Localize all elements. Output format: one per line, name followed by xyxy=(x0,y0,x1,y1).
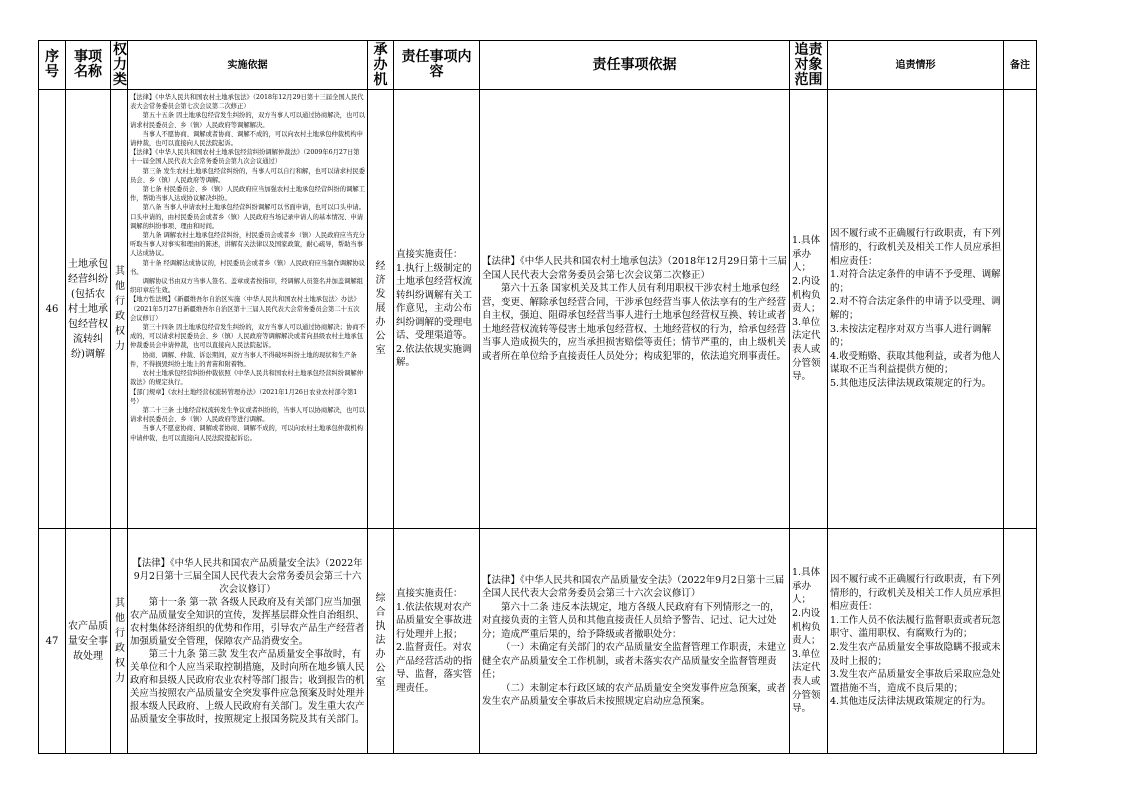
header-note: 备注 xyxy=(1004,41,1037,90)
header-basis: 实施依据 xyxy=(128,41,368,90)
header-seq: 序号 xyxy=(39,41,66,90)
table-header-row xyxy=(39,41,1037,90)
header-resp-basis: 责任事项依据 xyxy=(480,41,790,90)
row-item-name: 农产品质量安全事故处理 xyxy=(66,529,111,754)
row-dept: 经济发展办公室 xyxy=(368,90,394,529)
row-dept: 综合执法办公室 xyxy=(368,529,394,754)
row-basis: 【法律】《中华人民共和国农村土地承包法》（2018年12月29日第十三届全国人民代表大会常务委员会第七次会议第二次修正） 第五十五条 因土地承包经营发生纠纷的，双方当事人可以通过协商解决，也可以请求村民委员会、乡（镇）人民政府等调解解决。 当事人不愿协商、调解或者协商、调解不成的，可以向农村土地承包仲裁机构申请仲裁，也可以直接向人民法院起诉。 【法律】《中华人民共和国农村土地承包经营纠纷调解仲裁法》（2009年6月27日第十一届全国人民代表大会常务委员会第九次会议通过） 第三条 发生农村土地承包经营纠纷的，当事人可以自行和解，也可以请求村民委员会、乡（镇）人民政府等调解。 第七条 村民委员会、乡（镇）人民政府应当加强农村土地承包经营纠纷的调解工作，帮助当事人达成协议解决纠纷。 第八条 当事人申请农村土地承包经营纠纷调解可以书面申请，也可以口头申请。口头申请的，由村民委员会或者乡（镇）人民政府当场记录申请人的基本情况、申请调解的纠纷事项、理由和时间。 第九条 调解农村土地承包经营纠纷，村民委员会或者乡（镇）人民政府应当充分听取当事人对事实和理由的陈述，讲解有关法律以及国家政策，耐心疏导，帮助当事人达成协议。 第十条 经调解达成协议的，村民委员会或者乡（镇）人民政府应当制作调解协议书。 调解协议书由双方当事人签名、盖章或者按指印，经调解人员签名并加盖调解组织印章后生效。 【地方性法规】《新疆维吾尔自治区实施〈中华人民共和国农村土地承包法〉办法》（2021年5月27日新疆维吾尔自治区第十三届人民代表大会常务委员会第二十五次会议修订） 第三十四条 因土地承包经营发生纠纷的，双方当事人可以通过协商解决；协商不成的，可以请求村民委员会、乡（镇）人民政府等调解解决或者向县级农村土地承包仲裁委员会申请仲裁，也可以直接向人民法院起诉。 协商、调解、仲裁、诉讼期间，双方当事人不得破坏纠纷土地的现状和生产条件，不得损毁纠纷土地上的青苗和附着物。 农村土地承包经营纠纷仲裁依照《中华人民共和国农村土地承包经营纠纷调解仲裁法》的规定执行。 【部门规章】《农村土地经营权流转管理办法》（2021年1月26日农业农村部令第1号） 第二十三条 土地经营权流转发生争议或者纠纷的，当事人可以协商解决，也可以请求村民委员会、乡（镇）人民政府等进行调解。 当事人不愿意协商、调解或者协商、调解不成的，可以向农村土地承包仲裁机构申请仲裁，也可以直接向人民法院提起诉讼。 xyxy=(128,90,368,529)
row-resp-basis: 【法律】《中华人民共和国农村土地承包法》（2018年12月29日第十三届全国人民代表大会常务委员会第七次会议第二次修正） 第六十五条 国家机关及其工作人员有利用职权干涉农村土地承包经营，变更、解除承包经营合同，干涉承包经营当事人依法享有的生产经营自主权，强迫、阻碍承包经营当事人进行土地承包经营权互换、转让或者土地经营权流转等侵害土地承包经营权、土地经营权的行为，给承包经营当事人造成损失的，应当承担损害赔偿等责任；情节严重的，由上级机关或者所在单位给予直接责任人员处分；构成犯罪的，依法追究刑事责任。 xyxy=(480,90,790,529)
row-note xyxy=(1004,529,1037,754)
header-situation: 追责情形 xyxy=(828,41,1004,90)
row-basis: 【法律】《中华人民共和国农产品质量安全法》（2022年9月2日第十三届全国人民代表大会常务委员会第三十六次会议修订） 第十一条 第一款 各级人民政府及有关部门应当加强农产品质量安全知识的宣传，发挥基层群众性自治组织、农村集体经济组织的优势和作用，引导农产品生产经营者加强质量安全管理，保障农产品消费安全。 第三十九条 第三款 发生农产品质量安全事故时，有关单位和个人应当采取控制措施，及时向所在地乡镇人民政府和县级人民政府农业农村等部门报告；收到报告的机关应当按照农产品质量安全突发事件应急预案及时处理并报本级人民政府、上级人民政府有关部门。发生重大农产品质量安全事故时，按照规定上报国务院及其有关部门。 xyxy=(128,529,368,754)
row-resp-basis: 【法律】《中华人民共和国农产品质量安全法》（2022年9月2日第十三届全国人民代表大会常务委员会第三十六次会议修订） 第六十二条 违反本法规定，地方各级人民政府有下列情形之一的，对直接负责的主管人员和其他直接责任人员给予警告、记过、记大过处分；造成严重后果的，给予降级或者撤职处分： （一）未确定有关部门的农产品质量安全监督管理工作职责，未建立健全农产品质量安全工作机制，或者未落实农产品质量安全监督管理责任； （二）未制定本行政区域的农产品质量安全突发事件应急预案，或者发生农产品质量安全事故后未按照规定启动应急预案。 xyxy=(480,529,790,754)
header-power-type: 权力类 xyxy=(111,41,128,90)
header-item-name: 事项名称 xyxy=(66,41,111,90)
header-accountable: 追责对象范围 xyxy=(790,41,828,90)
row-accountable: 1.具体承办人； 2.内设机构负责人； 3.单位法定代表人或分管领导。 xyxy=(790,529,828,754)
table-row xyxy=(39,90,1037,529)
row-resp-content: 直接实施责任： 1.执行上级制定的土地承包经营权流转纠纷调解有关工作意见，主动公布纠纷调解的受理电话、受理渠道等。 2.依法依规实施调解。 xyxy=(394,90,480,529)
responsibility-table xyxy=(38,40,1037,754)
row-power-type: 其他行政权力 xyxy=(111,529,128,754)
row-power-type: 其他行政权力 xyxy=(111,90,128,529)
row-resp-content: 直接实施责任： 1.依法依规对农产品质量安全事故进行处理并上报； 2.监督责任。对农产品经营活动的指导、监督，落实管理责任。 xyxy=(394,529,480,754)
row-accountable: 1.具体承办人； 2.内设机构负责人； 3.单位法定代表人或分管领导。 xyxy=(790,90,828,529)
row-item-name: 土地承包经营纠纷(包括农村土地承包经营权流转纠纷)调解 xyxy=(66,90,111,529)
header-dept: 承办机 xyxy=(368,41,394,90)
row-seq: 46 xyxy=(39,90,66,529)
row-situation: 因不履行或不正确履行行政职责，有下列情形的，行政机关及相关工作人员应承担相应责任： 1.对符合法定条件的申请不予受理、调解的； 2.对不符合法定条件的申请予以受理、调解的； 3.未按法定程序对双方当事人进行调解的； 4.收受贿赂、获取其他利益，或者为他人谋取不正当利益提供方便的； 5.其他违反法律法规政策规定的行为。 xyxy=(828,90,1004,529)
row-situation: 因不履行或不正确履行行政职责，有下列情形的，行政机关及相关工作人员应承担相应责任： 1.工作人员不依法履行监督职责或者玩忽职守、滥用职权、有腐败行为的； 2.发生农产品质量安全事故隐瞒不报或未及时上报的； 3.发生农产品质量安全事故后采取应急处置措施不当，造成不良后果的； 4.其他违反法律法规政策规定的行为。 xyxy=(828,529,1004,754)
row-seq: 47 xyxy=(39,529,66,754)
row-note xyxy=(1004,90,1037,529)
header-resp-content: 责任事项内容 xyxy=(394,41,480,90)
table-row xyxy=(39,529,1037,754)
